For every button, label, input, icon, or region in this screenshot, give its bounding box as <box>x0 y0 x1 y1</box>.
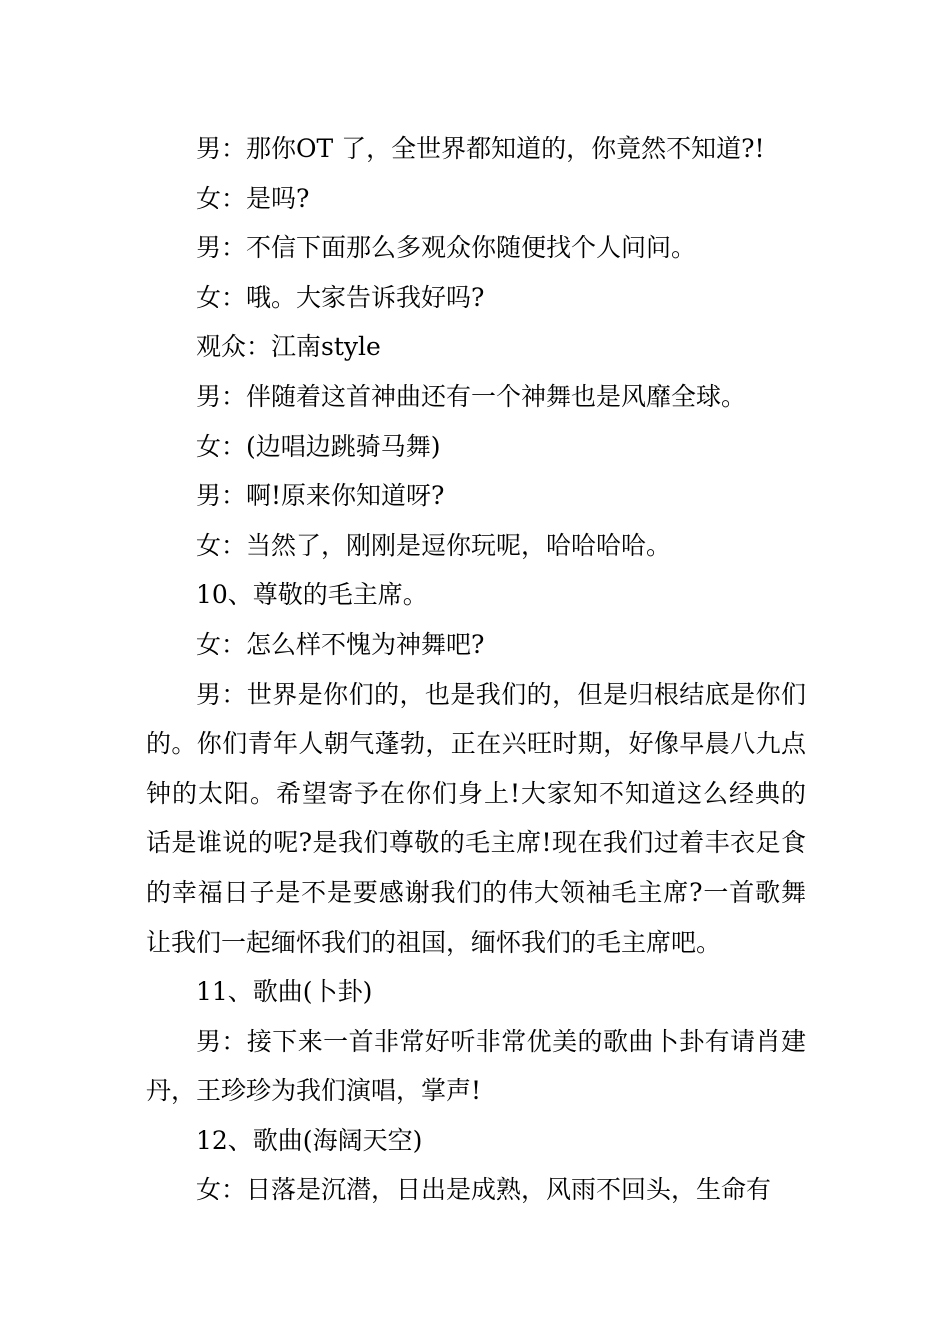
dialogue-line-female-really: 女：是吗? <box>196 183 310 213</box>
dialogue-line-female-joking: 女：当然了，刚刚是逗你玩呢，哈哈哈哈。 <box>196 530 672 560</box>
dialogue-line-female-sunset: 女：日落是沉潜，日出是成熟，风雨不回头，生命有 <box>196 1175 772 1205</box>
dialogue-line-female-tell-me: 女：哦。大家告诉我好吗? <box>196 282 485 312</box>
dialogue-paragraph-male-chairman: 男：世界是你们的，也是我们的，但是归根结底是你们的。你们青年人朝气蓬勃，正在兴旺时期，好像早晨八九点钟的太阳。希望寄予在你们身上!大家知不知道这么经典的话是谁说的呢?是我们尊敬的毛主席!现在我们过着丰衣足食的幸福日子是不是要感谢我们的伟大领袖毛主席?一首歌舞让我们一起缅怀我们的祖国，缅怀我们的毛主席吧。 <box>146 679 806 957</box>
dialogue-line-female-god-dance: 女：怎么样不愧为神舞吧? <box>196 629 485 659</box>
dialogue-line-male-ot: 男：那你OT 了，全世界都知道的，你竟然不知道?! <box>196 134 765 163</box>
program-item-11-heading: 11、歌曲(卜卦) <box>196 977 373 1007</box>
dialogue-line-male-you-know: 男：啊!原来你知道呀? <box>196 481 445 511</box>
dialogue-line-audience: 观众：江南style <box>196 332 381 362</box>
dialogue-paragraph-male-song-intro: 男：接下来一首非常好听非常优美的歌曲卜卦有请肖建丹，王珍珍为我们演唱，掌声! <box>146 1026 806 1106</box>
document-body <box>146 124 806 1215</box>
dialogue-line-male-dance: 男：伴随着这首神曲还有一个神舞也是风靡全球。 <box>196 381 747 411</box>
stage-direction-horse-dance: 女：(边唱边跳骑马舞) <box>196 431 441 461</box>
program-item-12-heading: 12、歌曲(海阔天空) <box>196 1125 423 1155</box>
dialogue-line-male-ask-audience: 男：不信下面那么多观众你随便找个人问问。 <box>196 233 697 263</box>
program-item-10-heading: 10、尊敬的毛主席。 <box>196 580 428 610</box>
